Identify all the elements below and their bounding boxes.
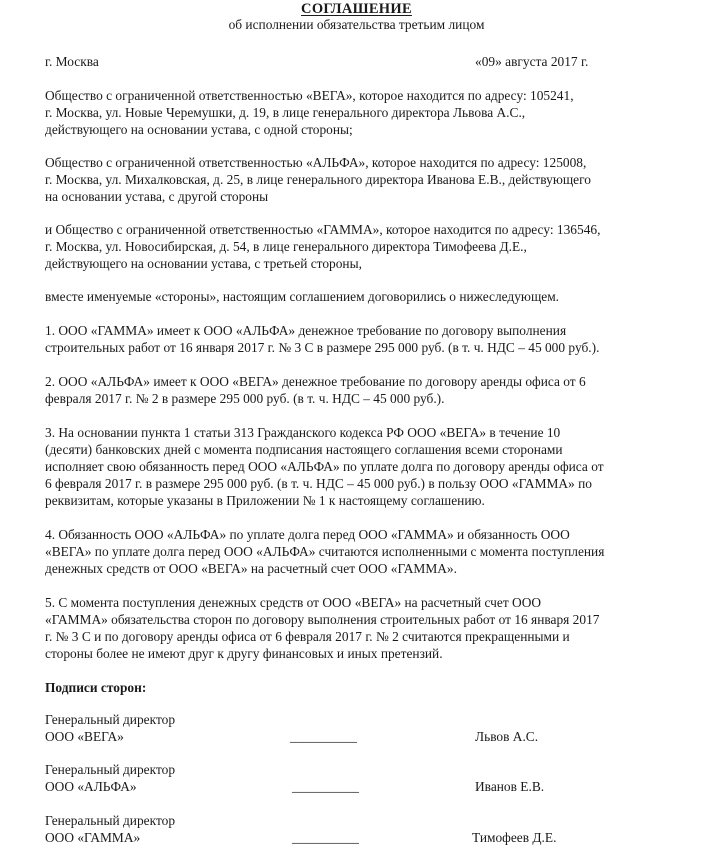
text-line: февраля 2017 г. № 2 в размере 295 000 руб. (в т. ч. НДС – 45 000 руб.). <box>45 391 445 406</box>
signature-line: __________ <box>292 830 359 845</box>
text-line: на основании устава, с другой стороны <box>45 189 269 204</box>
signatory-position: Генеральный директор <box>45 712 176 727</box>
text-line: реквизитам, которые указаны в Приложении № 1 к настоящему соглашению. <box>45 493 485 508</box>
text-line: 3. На основании пункта 1 статьи 313 Гражданского кодекса РФ ООО «ВЕГА» в течение 10 <box>45 425 561 440</box>
signatory-company: ООО «АЛЬФА» <box>45 779 137 794</box>
city: г. Москва <box>45 54 99 69</box>
text-line: г. Москва, ул. Новосибирская, д. 54, в лице генерального директора Тимофеева Д.Е., <box>45 239 527 254</box>
signatory-company: ООО «ВЕГА» <box>45 729 124 744</box>
text-line: Общество с ограниченной ответственностью «АЛЬФА», которое находится по адресу: 125008, <box>45 155 587 170</box>
text-line: 6 февраля 2017 г. в размере 295 000 руб. (в т. ч. НДС – 45 000 руб.) в пользу ООО «ГАММА» по <box>45 476 592 491</box>
text-line: стороны более не имеют друг к другу финансовых и иных претензий. <box>45 646 443 661</box>
signature-line: __________ <box>292 779 359 794</box>
text-line: действующего на основании устава, с одной стороны; <box>45 122 353 137</box>
text-line: г. № 3 С и по договору аренды офиса от 6 февраля 2017 г. № 2 считаются прекращенными и <box>45 629 570 644</box>
text-line: «ГАММА» обязательства сторон по договору выполнения строительных работ от 16 января 2017 <box>45 612 600 627</box>
text-line: исполняет свою обязанность перед ООО «АЛЬФА» по уплате долга по договору аренды офиса от <box>45 459 604 474</box>
signatory-position: Генеральный директор <box>45 762 176 777</box>
signature-line: __________ <box>290 729 357 744</box>
text-line: денежных средств от ООО «ВЕГА» на расчетный счет ООО «ГАММА». <box>45 561 457 576</box>
document-subtitle: об исполнении обязательства третьим лицом <box>228 17 485 32</box>
text-line: «ВЕГА» по уплате долга перед ООО «АЛЬФА» считаются исполненными с момента поступления <box>45 544 605 559</box>
signatory-name: Львов А.С. <box>475 729 539 744</box>
text-line: 2. ООО «АЛЬФА» имеет к ООО «ВЕГА» денежное требование по договору аренды офиса от 6 <box>45 374 586 389</box>
signatory-name: Тимофеев Д.Е. <box>472 830 557 845</box>
signatory-position: Генеральный директор <box>45 813 176 828</box>
text-line: 4. Обязанность ООО «АЛЬФА» по уплате долга перед ООО «ГАММА» и обязанность ООО <box>45 527 570 542</box>
document-date: «09» августа 2017 г. <box>475 54 589 69</box>
signatory-company: ООО «ГАММА» <box>45 830 141 845</box>
document-title: СОГЛАШЕНИЕ <box>301 1 412 17</box>
text-line: действующего на основании устава, с третьей стороны, <box>45 256 362 271</box>
text-line: г. Москва, ул. Новые Черемушки, д. 19, в лице генерального директора Львова А.С., <box>45 105 526 120</box>
text-line: и Общество с ограниченной ответственностью «ГАММА», которое находится по адресу: 136546, <box>45 222 601 237</box>
text-line: (десяти) банковских дней с момента подписания настоящего соглашения всеми сторонами <box>45 442 563 457</box>
text-line: Общество с ограниченной ответственностью «ВЕГА», которое находится по адресу: 105241, <box>45 88 574 103</box>
preamble: вместе именуемые «стороны», настоящим соглашением договорились о нижеследующем. <box>45 289 560 304</box>
text-line: г. Москва, ул. Михалковская, д. 25, в лице генерального директора Иванова Е.В., действующего <box>45 172 591 187</box>
signatory-name: Иванов Е.В. <box>475 779 545 794</box>
text-line: строительных работ от 16 января 2017 г. № 3 С в размере 295 000 руб. (в т. ч. НДС – 45 000 руб.). <box>45 340 600 355</box>
signatures-heading: Подписи сторон: <box>45 680 147 695</box>
text-line: 5. С момента поступления денежных средств от ООО «ВЕГА» на расчетный счет ООО <box>45 595 542 610</box>
text-line: 1. ООО «ГАММА» имеет к ООО «АЛЬФА» денежное требование по договору выполнения <box>45 323 567 338</box>
